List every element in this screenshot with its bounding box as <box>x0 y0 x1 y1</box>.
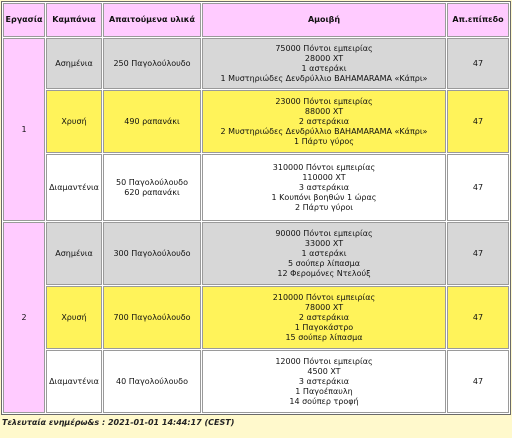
header-level: Απ.επίπεδο <box>447 3 509 37</box>
reward-line: 1 Πάρτυ γύρος <box>293 136 355 146</box>
reward-line: 3 αστεράκια <box>298 376 350 386</box>
header-row <box>3 3 509 37</box>
reward-line: 15 σούπερ λίπασμα <box>285 332 363 342</box>
level-cell: 47 <box>447 154 509 221</box>
reward-cell <box>202 222 446 285</box>
material-line: 250 Παγολούλουδο <box>113 58 191 68</box>
reward-line: 110000 XT <box>302 172 346 182</box>
reward-line: 2 Μυστηριώδες Δενδρύλλιο BAHAMARAMA «Κάπρι» <box>220 126 428 136</box>
campaign-cell: Χρυσή <box>46 90 102 153</box>
level-cell: 47 <box>447 90 509 153</box>
level-cell: 47 <box>447 38 509 89</box>
reward-line: 12000 Πόντοι εμπειρίας <box>275 356 373 366</box>
materials-cell <box>103 38 201 89</box>
table-row <box>3 154 509 221</box>
campaign-cell: Διαμαντένια <box>46 350 102 413</box>
reward-line: 1 αστεράκι <box>301 248 347 258</box>
reward-line: 33000 XT <box>304 238 344 248</box>
materials-cell <box>103 90 201 153</box>
task-number: 2 <box>3 222 45 413</box>
table-row <box>3 90 509 153</box>
level-cell: 47 <box>447 222 509 285</box>
campaign-cell: Διαμαντένια <box>46 154 102 221</box>
campaign-cell: Ασημένια <box>46 38 102 89</box>
reward-cell <box>202 154 446 221</box>
reward-line: 310000 Πόντοι εμπειρίας <box>272 162 376 172</box>
table-row <box>3 38 509 89</box>
level-cell: 47 <box>447 286 509 349</box>
campaign-cell: Ασημένια <box>46 222 102 285</box>
material-line: 50 Παγολούλουδο <box>116 177 188 187</box>
reward-line: 14 σούπερ τροφή <box>289 396 359 406</box>
material-line: 490 ραπανάκι <box>124 116 180 126</box>
material-line: 300 Παγολούλουδο <box>113 248 191 258</box>
materials-cell <box>103 154 201 221</box>
reward-line: 1 Παγοκάστρο <box>294 322 354 332</box>
reward-line: 90000 Πόντοι εμπειρίας <box>275 228 373 238</box>
last-updated-footer: Τελευταία ενημέρω&s : 2021-01-01 14:44:17 (CEST) <box>2 418 235 427</box>
reward-line: 75000 Πόντοι εμπειρίας <box>275 43 373 53</box>
header-materials: Απαιτούμενα υλικά <box>103 3 201 37</box>
reward-line: 1 Κουπόνι βοηθών 1 ώρας <box>271 192 377 202</box>
reward-cell <box>202 38 446 89</box>
reward-line: 2 Πάρτυ γύροι <box>294 202 354 212</box>
reward-line: 5 σούπερ λίπασμα <box>288 258 360 268</box>
reward-cell <box>202 90 446 153</box>
header-task: Εργασία <box>3 3 45 37</box>
header-campaign: Καμπάνια <box>46 3 102 37</box>
reward-line: 78000 XT <box>304 302 344 312</box>
table-row <box>3 286 509 349</box>
reward-line: 12 Φερομόνες Ντελούξ <box>277 268 371 278</box>
reward-line: 1 αστεράκι <box>301 63 347 73</box>
header-reward: Αμοιβή <box>202 3 446 37</box>
materials-cell <box>103 350 201 413</box>
level-cell: 47 <box>447 350 509 413</box>
task-number: 1 <box>3 38 45 221</box>
reward-line: 28000 XT <box>304 53 344 63</box>
reward-cell <box>202 286 446 349</box>
table-row <box>3 350 509 413</box>
reward-line: 3 αστεράκια <box>298 182 350 192</box>
quests-table <box>1 1 511 415</box>
reward-line: 23000 Πόντοι εμπειρίας <box>275 96 373 106</box>
materials-cell <box>103 222 201 285</box>
reward-line: 2 αστεράκια <box>298 312 350 322</box>
reward-line: 4500 XT <box>307 366 341 376</box>
reward-line: 210000 Πόντοι εμπειρίας <box>272 292 376 302</box>
material-line: 620 ραπανάκι <box>124 187 180 197</box>
reward-line: 1 Παγοέπαυλη <box>295 386 353 396</box>
material-line: 40 Παγολούλουδο <box>116 376 188 386</box>
campaign-cell: Χρυσή <box>46 286 102 349</box>
reward-line: 88000 XT <box>304 106 344 116</box>
material-line: 700 Παγολούλουδο <box>113 312 191 322</box>
table-row <box>3 222 509 285</box>
materials-cell <box>103 286 201 349</box>
reward-line: 2 αστεράκια <box>298 116 350 126</box>
reward-cell <box>202 350 446 413</box>
reward-line: 1 Μυστηριώδες Δενδρύλλιο BAHAMARAMA «Κάπρι» <box>220 73 428 83</box>
